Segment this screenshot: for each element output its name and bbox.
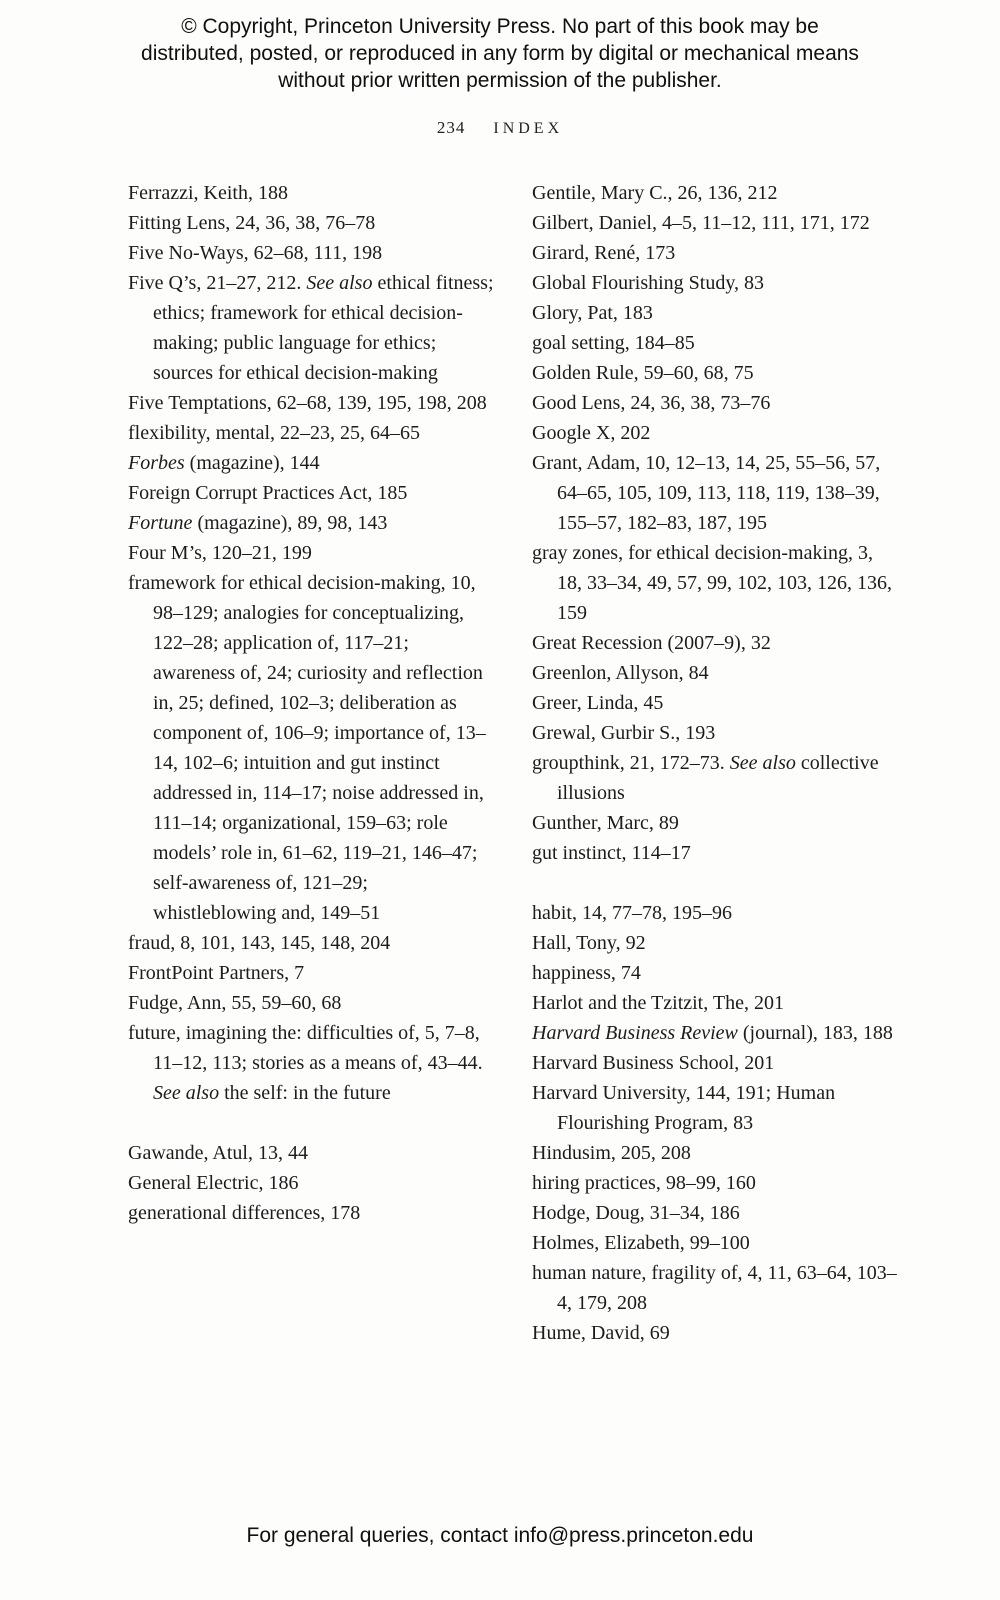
index-entry-segment: Glory, Pat, 183 (532, 302, 653, 324)
index-entry (532, 838, 900, 868)
index-entry-segment: Good Lens, 24, 36, 38, 73–76 (532, 392, 771, 414)
index-entry (532, 358, 900, 388)
index-entry (532, 898, 900, 928)
index-entry (532, 808, 900, 838)
index-entry-segment: Grewal, Gurbir S., 193 (532, 722, 716, 744)
index-entry-segment: framework for ethical decision-making, 10, 98–129; analogies for conceptualizing, 122–28; application of, 117–21; awareness of, 24; curiosity and reflection in, 25; defined, 102–3; deliberation as component of, 106–9; importance of, 13–14, 102–6; intuition and gut instinct addressed in, 114–17; noise addressed in, 111–14; organizational, 159–63; role models’ role in, 61–62, 119–21, 146–47; self-awareness of, 121–29; whistleblowing and, 149–51 (128, 572, 486, 924)
index-entry (532, 538, 900, 628)
index-entry-segment: Girard, René, 173 (532, 242, 676, 264)
index-entry (128, 568, 496, 928)
index-entry-segment: Holmes, Elizabeth, 99–100 (532, 1232, 750, 1254)
index-entry (128, 1198, 496, 1228)
index-entry-segment: See also (153, 1082, 220, 1104)
index-entry (128, 1018, 496, 1108)
index-entry-segment: flexibility, mental, 22–23, 25, 64–65 (128, 422, 421, 444)
index-entry-segment: collective illusions (557, 752, 879, 804)
index-entry (532, 658, 900, 688)
index-entry (128, 448, 496, 478)
index-entry-segment: goal setting, 184–85 (532, 332, 695, 354)
index-entry-segment: Golden Rule, 59–60, 68, 75 (532, 362, 754, 384)
index-entry (532, 988, 900, 1018)
index-entry (532, 418, 900, 448)
index-entry-segment: Hume, David, 69 (532, 1322, 670, 1344)
index-entry-segment: Gunther, Marc, 89 (532, 812, 679, 834)
index-entry-segment: General Electric, 186 (128, 1172, 299, 1194)
index-entry (532, 178, 900, 208)
index-entry (532, 1258, 900, 1318)
index-title: INDEX (493, 120, 564, 137)
index-entry (532, 1168, 900, 1198)
index-entry-segment: Harvard University, 144, 191; Human Flourishing Program, 83 (532, 1082, 836, 1134)
index-entry-segment: See also (306, 272, 373, 294)
index-entry (128, 238, 496, 268)
index-entry-segment: habit, 14, 77–78, 195–96 (532, 902, 732, 924)
index-column-right (532, 178, 900, 1348)
index-entry (128, 1138, 496, 1168)
index-entry-segment: Greer, Linda, 45 (532, 692, 664, 714)
index-entry-segment: (magazine), 144 (184, 452, 320, 474)
index-entry-segment: ethical fitness; ethics; framework for ethical decision-making; public language for ethics; sources for ethical decision-making (153, 272, 494, 384)
index-entry-segment: Harvard Business Review (532, 1022, 738, 1044)
index-entry (532, 748, 900, 808)
index-entry-segment: Five Q’s, 21–27, 212. (128, 272, 307, 294)
index-columns (128, 178, 900, 1348)
index-entry-segment: (magazine), 89, 98, 143 (192, 512, 388, 534)
index-entry (532, 1138, 900, 1168)
index-entry-segment: gray zones, for ethical decision-making, 3, 18, 33–34, 49, 57, 99, 102, 103, 126, 136, 159 (532, 542, 892, 624)
index-entry-segment: Foreign Corrupt Practices Act, 185 (128, 482, 408, 504)
index-entry-segment: Grant, Adam, 10, 12–13, 14, 25, 55–56, 57, 64–65, 105, 109, 113, 118, 119, 138–39, 155–57, 182–83, 187, 195 (532, 452, 881, 534)
index-entry (532, 628, 900, 658)
index-entry-segment: Global Flourishing Study, 83 (532, 272, 765, 294)
index-entry-segment: Gilbert, Daniel, 4–5, 11–12, 111, 171, 172 (532, 212, 870, 234)
index-entry (128, 988, 496, 1018)
index-entry (532, 1018, 900, 1048)
copyright-notice: © Copyright, Princeton University Press. No part of this book may be distributed, posted, or reproduced in any form by digital or mechanical means without prior written permission of the publisher. (141, 15, 859, 92)
index-entry (128, 508, 496, 538)
index-entry (128, 178, 496, 208)
index-entry (128, 1168, 496, 1198)
index-entry-segment: generational differences, 178 (128, 1202, 361, 1224)
index-entry (532, 688, 900, 718)
index-entry (532, 718, 900, 748)
index-entry (532, 1228, 900, 1258)
index-entry-segment: Great Recession (2007–9), 32 (532, 632, 771, 654)
page-number: 234 (436, 118, 466, 137)
index-entry (128, 268, 496, 388)
index-entry-segment: Google X, 202 (532, 422, 651, 444)
index-entry-segment: Gawande, Atul, 13, 44 (128, 1142, 308, 1164)
index-entry (532, 298, 900, 328)
page-header (0, 118, 1000, 138)
index-entry-segment: gut instinct, 114–17 (532, 842, 691, 864)
index-entry (532, 928, 900, 958)
index-entry-segment: Harlot and the Tzitzit, The, 201 (532, 992, 784, 1014)
index-entry-segment: the self: in the future (219, 1082, 391, 1104)
index-entry-segment: Hall, Tony, 92 (532, 932, 646, 954)
index-entry-segment: Fitting Lens, 24, 36, 38, 76–78 (128, 212, 376, 234)
index-entry (532, 238, 900, 268)
index-entry (532, 1048, 900, 1078)
index-entry (532, 208, 900, 238)
footer-contact-note: For general queries, contact info@press.princeton.edu (246, 1524, 754, 1547)
index-entry (532, 1198, 900, 1228)
index-entry-segment: Hindusim, 205, 208 (532, 1142, 691, 1164)
index-entry (532, 328, 900, 358)
index-entry-segment: Five Temptations, 62–68, 139, 195, 198, 208 (128, 392, 487, 414)
index-entry (532, 268, 900, 298)
index-entry (128, 958, 496, 988)
index-entry (532, 958, 900, 988)
index-entry-segment: fraud, 8, 101, 143, 145, 148, 204 (128, 932, 391, 954)
index-entry (128, 538, 496, 568)
index-entry-segment: Harvard Business School, 201 (532, 1052, 775, 1074)
index-entry (128, 208, 496, 238)
index-entry-segment: happiness, 74 (532, 962, 641, 984)
index-entry-segment: human nature, fragility of, 4, 11, 63–64, 103–4, 179, 208 (532, 1262, 897, 1314)
index-entry-segment: Fortune (128, 512, 193, 534)
index-entry-segment: future, imagining the: difficulties of, 5, 7–8, 11–12, 113; stories as a means of, 43–44. (128, 1022, 483, 1074)
index-entry-segment: FrontPoint Partners, 7 (128, 962, 305, 984)
index-entry-segment: See also (729, 752, 796, 774)
index-column-left (128, 178, 496, 1348)
index-entry (532, 1318, 900, 1348)
index-entry (532, 388, 900, 418)
index-entry-segment: Ferrazzi, Keith, 188 (128, 182, 288, 204)
index-entry-segment: Fudge, Ann, 55, 59–60, 68 (128, 992, 342, 1014)
index-entry (128, 388, 496, 418)
index-entry-segment: Gentile, Mary C., 26, 136, 212 (532, 182, 778, 204)
index-entry-segment: Forbes (128, 452, 185, 474)
index-entry (532, 1078, 900, 1138)
index-entry-segment: Four M’s, 120–21, 199 (128, 542, 312, 564)
index-entry-segment: (journal), 183, 188 (737, 1022, 893, 1044)
index-entry-segment: Greenlon, Allyson, 84 (532, 662, 709, 684)
index-entry (128, 928, 496, 958)
index-entry (128, 418, 496, 448)
index-entry-segment: groupthink, 21, 172–73. (532, 752, 730, 774)
index-entry-segment: Hodge, Doug, 31–34, 186 (532, 1202, 740, 1224)
index-entry-segment: hiring practices, 98–99, 160 (532, 1172, 756, 1194)
index-entry (128, 478, 496, 508)
index-entry (532, 448, 900, 538)
index-entry-segment: Five No-Ways, 62–68, 111, 198 (128, 242, 383, 264)
